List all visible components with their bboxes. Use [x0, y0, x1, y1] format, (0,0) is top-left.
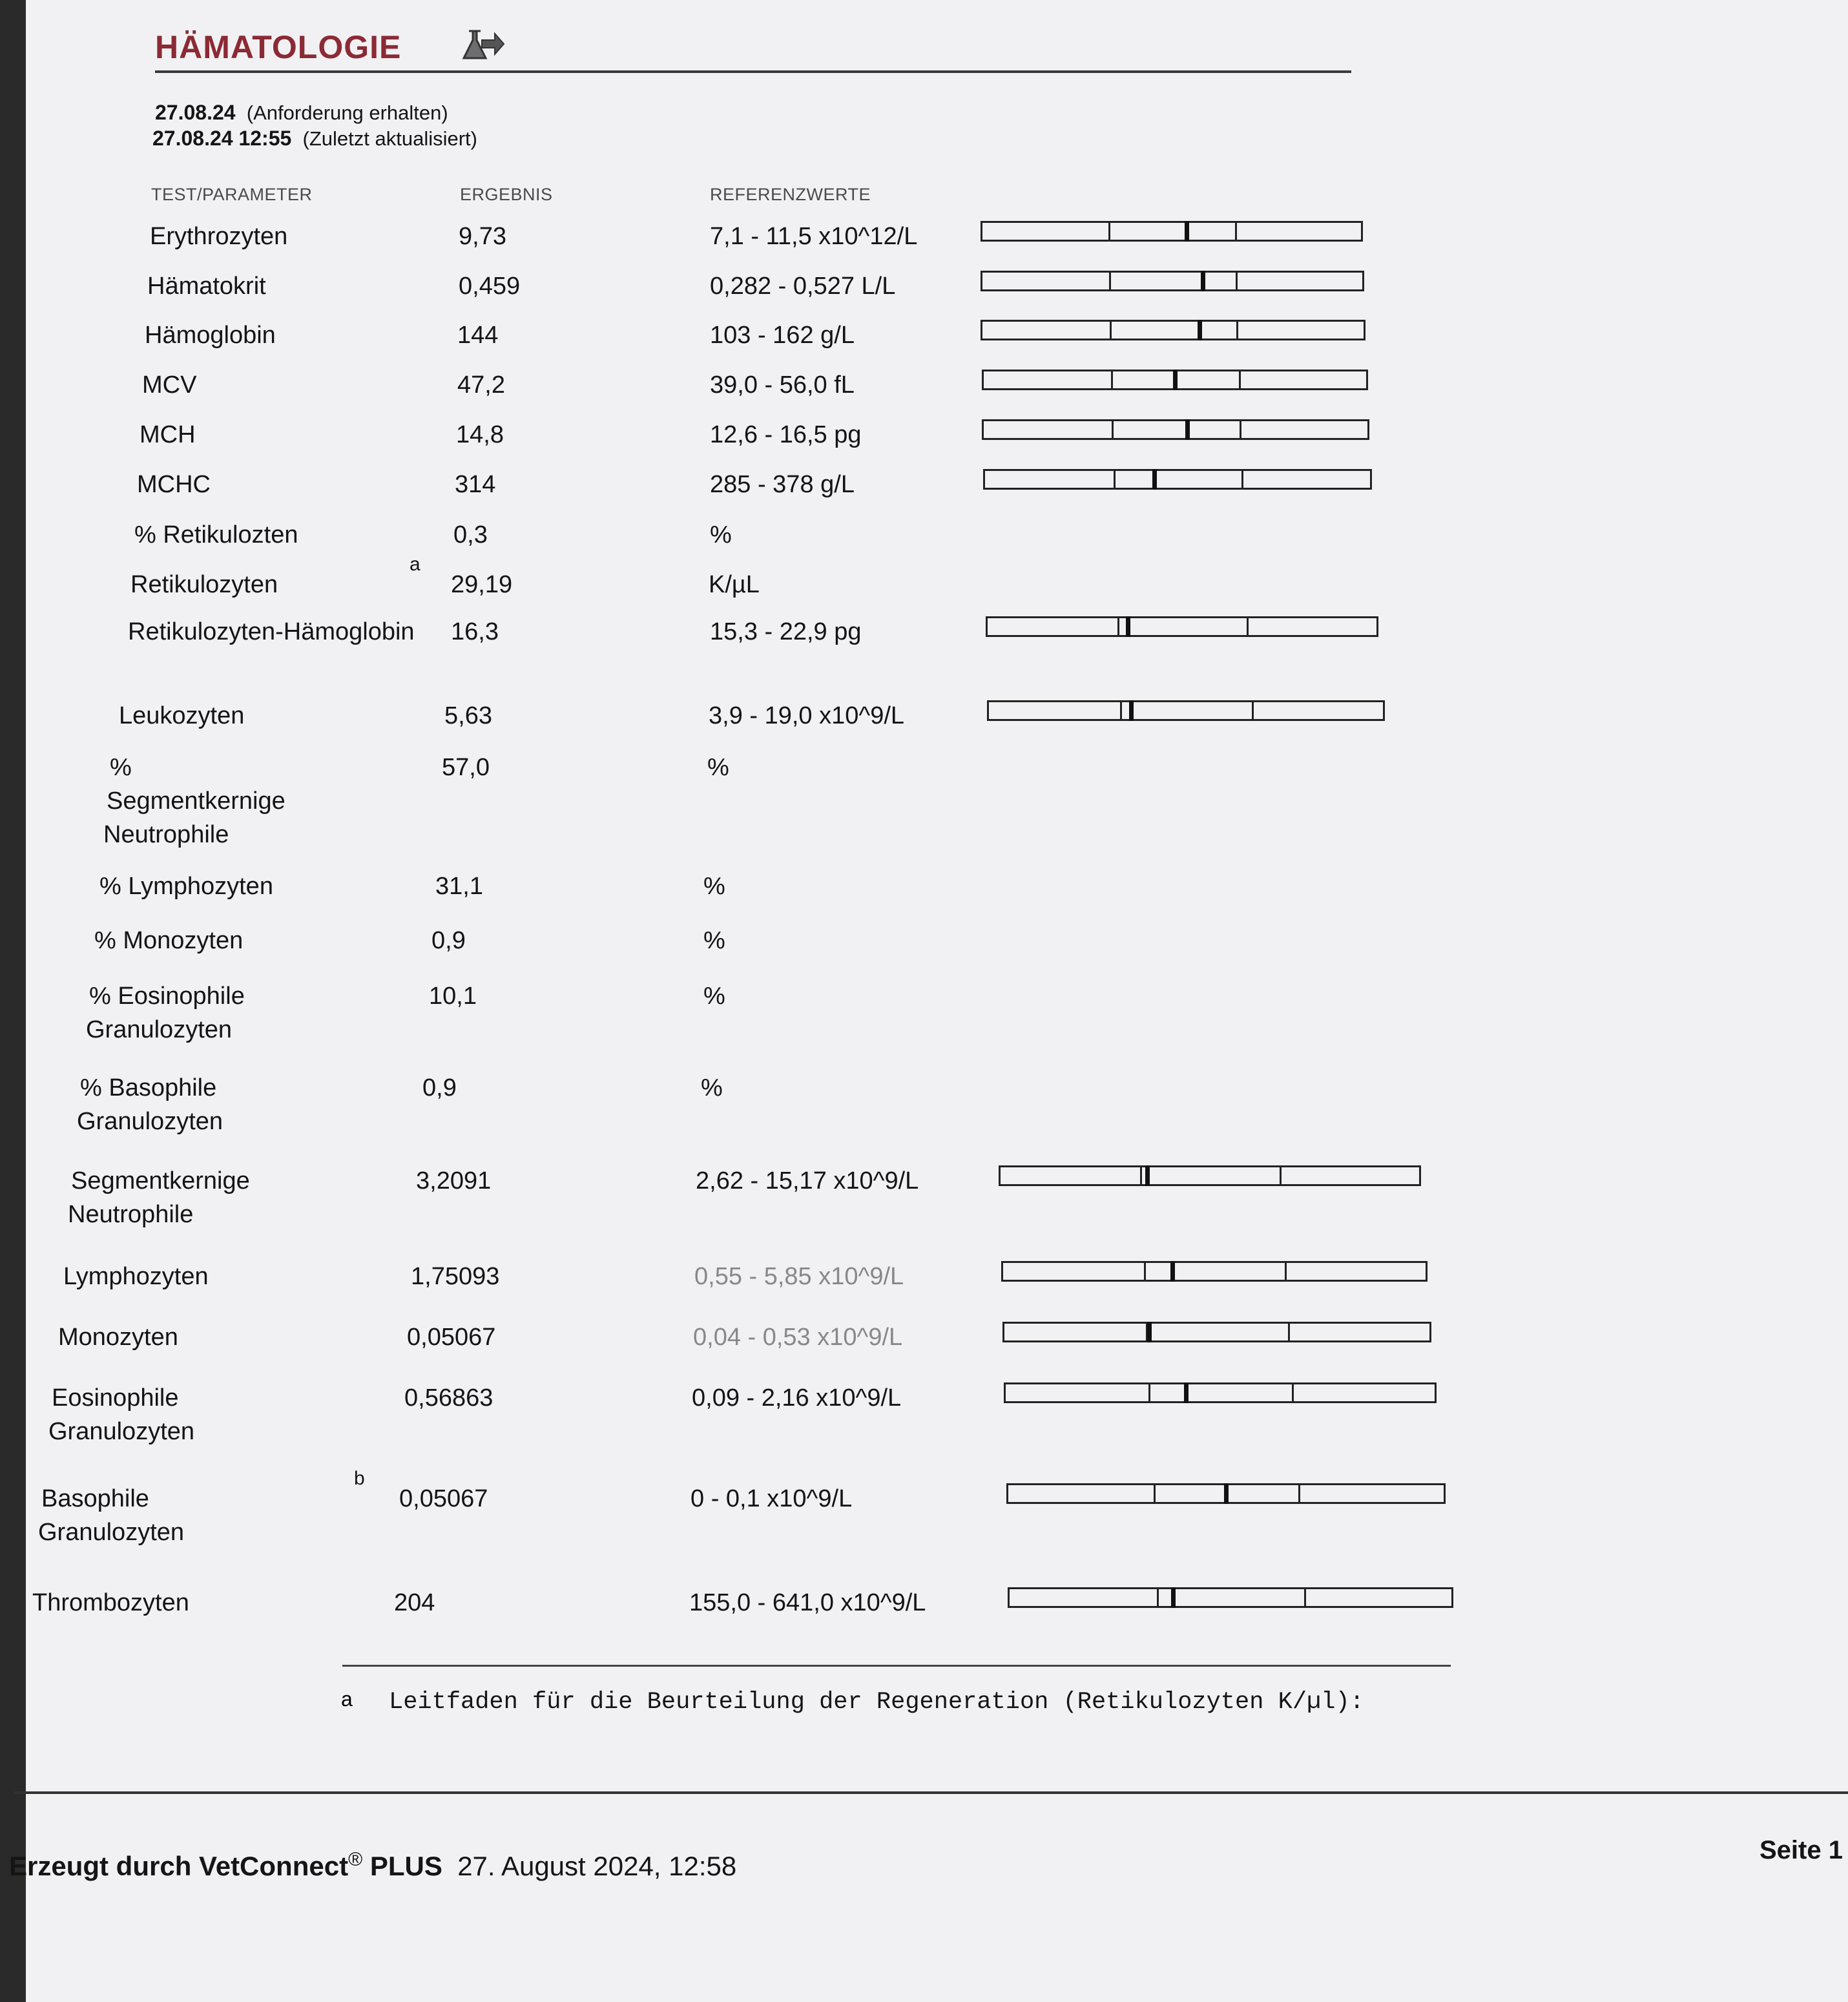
result-value: 9,73	[459, 223, 506, 250]
generated-by	[9, 1849, 736, 1882]
generator-suffix: PLUS	[369, 1851, 442, 1881]
result-value: 314	[455, 471, 496, 498]
reference-range: 285 - 378 g/L	[710, 471, 855, 498]
parameter-name-line: Basophile	[41, 1485, 149, 1512]
header-divider	[155, 70, 1351, 73]
parameter-name	[86, 979, 245, 1047]
parameter-name: Monozyten	[58, 1324, 178, 1351]
range-bar	[981, 271, 1364, 291]
range-bar	[1001, 1261, 1428, 1282]
reference-range: 2,62 - 15,17 x10^9/L	[696, 1167, 919, 1194]
parameter-name	[103, 751, 286, 851]
range-bar-marker	[1224, 1483, 1229, 1504]
range-bar-marker	[1185, 221, 1189, 242]
range-bar-divider	[1236, 273, 1238, 289]
range-bar-divider	[1285, 1263, 1287, 1280]
column-header-test: TEST/PARAMETER	[151, 185, 313, 204]
range-bar	[981, 320, 1365, 340]
range-bar-divider	[1304, 1589, 1306, 1606]
received-label: (Anforderung erhalten)	[246, 101, 448, 124]
footnote-marker: b	[354, 1468, 365, 1489]
result-value: 0,05067	[407, 1324, 496, 1351]
footnote-marker: a	[410, 554, 420, 575]
range-bar-divider	[1117, 618, 1119, 635]
reference-range: %	[703, 927, 725, 954]
range-bar-marker	[1184, 1382, 1189, 1403]
result-value: 47,2	[457, 371, 505, 399]
range-bar-marker	[1145, 1165, 1150, 1186]
reference-range: 103 - 162 g/L	[710, 322, 855, 349]
reference-range: 0,04 - 0,53 x10^9/L	[693, 1324, 903, 1351]
parameter-name	[48, 1381, 195, 1448]
result-value: 31,1	[435, 873, 483, 900]
parameter-name-line: Eosinophile	[52, 1384, 179, 1412]
parameter-name: % Monozyten	[94, 927, 244, 954]
range-bar-marker	[1126, 616, 1130, 637]
parameter-name-line: %	[110, 754, 132, 781]
footnote-mark: a	[341, 1687, 353, 1711]
range-bar-divider	[1288, 1324, 1290, 1340]
range-bar-divider	[1108, 223, 1110, 240]
result-value: 0,05067	[399, 1485, 488, 1512]
result-value: 14,8	[456, 421, 504, 448]
column-header-result: ERGEBNIS	[460, 185, 553, 204]
flask-arrow-icon	[460, 23, 505, 68]
updated-label: (Zuletzt aktualisiert)	[302, 127, 477, 150]
parameter-name-line: Granulozyten	[48, 1418, 195, 1445]
parameter-name: Hämoglobin	[145, 322, 276, 349]
reference-range: %	[710, 521, 732, 548]
range-bar	[987, 700, 1385, 721]
range-bar-divider	[1110, 322, 1112, 339]
range-bar-divider	[1252, 702, 1254, 719]
reference-range: 3,9 - 19,0 x10^9/L	[709, 702, 905, 729]
page-number: Seite 1	[1760, 1836, 1843, 1864]
reference-range: 0,282 - 0,527 L/L	[710, 273, 896, 300]
parameter-name: MCHC	[137, 471, 211, 498]
reference-range: %	[703, 873, 725, 900]
range-bar	[986, 616, 1378, 637]
range-bar-divider	[1240, 421, 1241, 438]
result-value: 1,75093	[411, 1263, 500, 1290]
footnote-divider	[342, 1665, 1451, 1667]
range-bar-divider	[1144, 1263, 1146, 1280]
range-bar-divider	[1157, 1589, 1159, 1606]
updated-line	[152, 127, 477, 151]
reference-range: %	[703, 983, 725, 1010]
range-bar-marker	[1171, 1587, 1176, 1608]
column-header-reference: REFERENZWERTE	[710, 185, 871, 204]
result-value: 0,56863	[404, 1384, 493, 1412]
range-bar-divider	[1154, 1485, 1156, 1502]
received-line	[155, 101, 448, 125]
parameter-name	[68, 1164, 250, 1231]
reference-range: 0,09 - 2,16 x10^9/L	[692, 1384, 902, 1412]
result-value: 0,9	[431, 927, 466, 954]
parameter-name: Retikulozyten-Hämoglobin	[128, 618, 415, 645]
parameter-name: Lymphozyten	[63, 1263, 209, 1290]
parameter-name-line: Granulozyten	[86, 1016, 233, 1043]
range-bar-divider	[1298, 1485, 1300, 1502]
parameter-name: % Retikulozten	[134, 521, 298, 548]
result-value: 16,3	[451, 618, 499, 645]
range-bar	[983, 469, 1372, 490]
range-bar-divider	[1236, 322, 1238, 339]
result-value: 5,63	[444, 702, 492, 729]
range-bar-divider	[1280, 1167, 1282, 1184]
range-bar-divider	[1241, 471, 1243, 488]
range-bar	[982, 370, 1368, 390]
range-bar-divider	[1112, 421, 1114, 438]
result-value: 0,9	[422, 1074, 457, 1101]
range-bar-divider	[1114, 471, 1116, 488]
range-bar-marker	[1170, 1261, 1175, 1282]
section-title: HÄMATOLOGIE	[155, 29, 402, 65]
parameter-name: MCV	[142, 371, 197, 399]
range-bar-divider	[1247, 618, 1249, 635]
reference-range: 155,0 - 641,0 x10^9/L	[689, 1589, 926, 1616]
result-value: 3,2091	[416, 1167, 492, 1194]
footer-divider	[14, 1791, 1848, 1794]
range-bar-divider	[1292, 1384, 1294, 1401]
parameter-name	[77, 1071, 223, 1138]
parameter-name: Retikulozyten	[130, 571, 278, 598]
parameter-name-line: % Basophile	[80, 1074, 217, 1101]
reference-range: K/µL	[709, 571, 760, 598]
parameter-name: % Lymphozyten	[99, 873, 273, 900]
result-value: 0,459	[459, 273, 521, 300]
result-value: 10,1	[429, 983, 477, 1010]
range-bar-divider	[1239, 371, 1241, 388]
range-bar	[981, 221, 1363, 242]
parameter-name: Hämatokrit	[147, 273, 266, 300]
range-bar	[1004, 1382, 1437, 1403]
reference-range: %	[701, 1074, 723, 1101]
range-bar	[1006, 1483, 1446, 1504]
range-bar-divider	[1120, 702, 1122, 719]
parameter-name-line: Granulozyten	[38, 1519, 185, 1546]
result-value: 29,19	[451, 571, 513, 598]
range-bar	[999, 1165, 1421, 1186]
result-value: 144	[457, 322, 499, 349]
parameter-name	[38, 1482, 185, 1549]
parameter-name-line: Neutrophile	[103, 821, 229, 848]
reference-range: 12,6 - 16,5 pg	[710, 421, 862, 448]
reference-range: 39,0 - 56,0 fL	[710, 371, 855, 399]
range-bar-marker	[1129, 700, 1134, 721]
range-bar-marker	[1147, 1322, 1152, 1342]
range-bar-marker	[1152, 469, 1157, 490]
parameter-name-line: Neutrophile	[68, 1201, 194, 1228]
range-bar-divider	[1111, 371, 1113, 388]
result-value: 0,3	[453, 521, 488, 548]
result-value: 57,0	[442, 754, 490, 781]
range-bar-marker	[1185, 419, 1190, 440]
range-bar-divider	[1140, 1167, 1142, 1184]
range-bar	[982, 419, 1369, 440]
generated-timestamp: 27. August 2024, 12:58	[457, 1851, 737, 1881]
reference-range: 0 - 0,1 x10^9/L	[690, 1485, 853, 1512]
parameter-name: Leukozyten	[119, 702, 245, 729]
parameter-name-line: Granulozyten	[77, 1108, 223, 1135]
reference-range: 15,3 - 22,9 pg	[710, 618, 862, 645]
parameter-name: Thrombozyten	[32, 1589, 189, 1616]
range-bar-divider	[1109, 273, 1111, 289]
range-bar-marker	[1198, 320, 1202, 340]
received-date: 27.08.24	[155, 101, 236, 124]
parameter-name-line: Segmentkernige	[71, 1167, 250, 1194]
reference-range: 7,1 - 11,5 x10^12/L	[710, 223, 918, 250]
reference-range: %	[707, 754, 729, 781]
footnote-text: Leitfaden für die Beurteilung der Regeneration (Retikulozyten K/µl):	[389, 1689, 1364, 1716]
result-value: 204	[394, 1589, 435, 1616]
parameter-name: MCH	[140, 421, 196, 448]
parameter-name-line: % Eosinophile	[89, 983, 245, 1010]
parameter-name-line: Segmentkernige	[107, 787, 286, 815]
range-bar-marker	[1201, 271, 1205, 291]
range-bar-marker	[1173, 370, 1178, 390]
generator-name: Erzeugt durch VetConnect	[9, 1851, 349, 1881]
range-bar	[1008, 1587, 1453, 1608]
range-bar-divider	[1148, 1384, 1150, 1401]
range-bar	[1002, 1322, 1431, 1342]
range-bar-divider	[1235, 223, 1237, 240]
registered-mark: ®	[348, 1849, 363, 1870]
updated-date: 27.08.24 12:55	[152, 127, 292, 150]
parameter-name: Erythrozyten	[150, 223, 288, 250]
reference-range: 0,55 - 5,85 x10^9/L	[694, 1263, 904, 1290]
